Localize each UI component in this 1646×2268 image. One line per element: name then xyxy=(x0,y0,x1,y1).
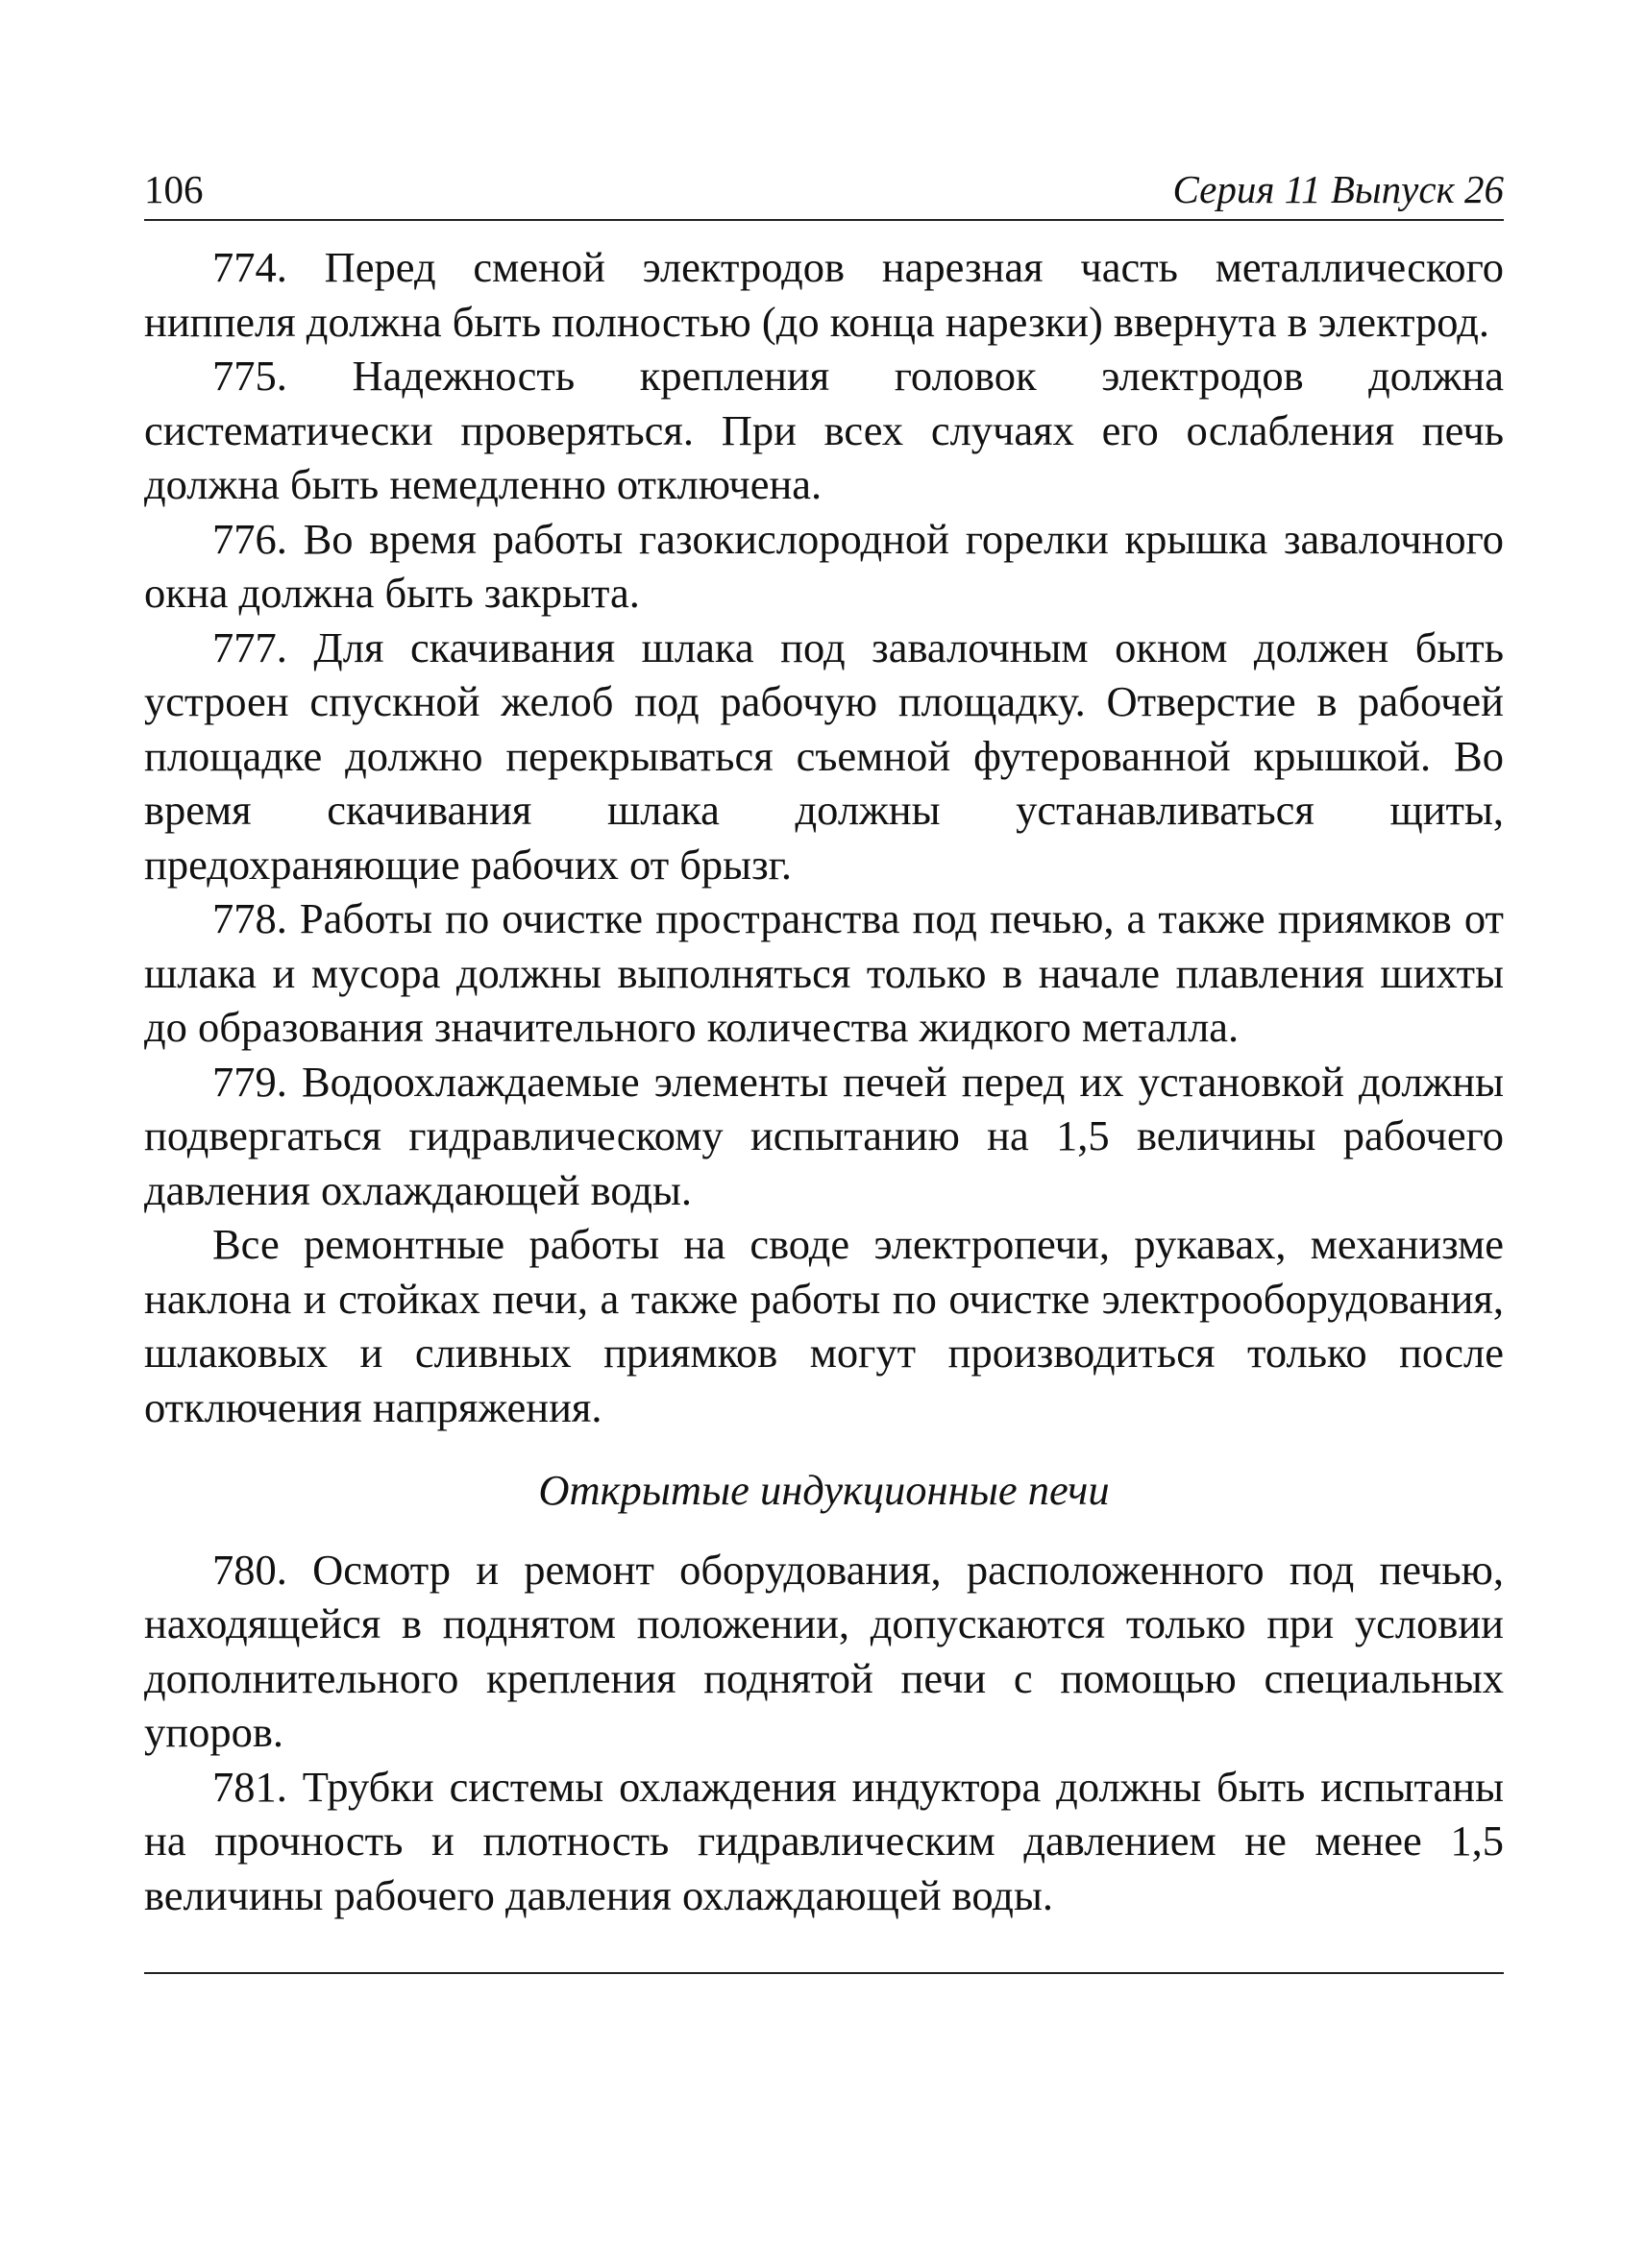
series-title: Серия 11 Выпуск 26 xyxy=(1172,167,1504,211)
document-page xyxy=(144,163,1504,1974)
bottom-rule xyxy=(144,1972,1504,1974)
paragraph-781: 781. Трубки системы охлаждения индуктора должны быть испытаны на прочность и плотность гидравлическим давлением не менее 1,5 величины рабочего давления охлаждающей воды. xyxy=(144,1762,1504,1919)
page-content xyxy=(144,240,1504,1922)
paragraph-775: 775. Надежность крепления головок электродов должна систематически проверяться. При всех случаях его ослабления печь должна быть немедленно отключена. xyxy=(144,352,1504,508)
page-number: 106 xyxy=(144,167,204,211)
page-header xyxy=(144,163,1504,221)
paragraph-repair-works: Все ремонтные работы на своде электропечи, рукавах, механизме наклона и стойках печи, а также работы по очистке электрооборудования, шлаковых и сливных приямков могут производиться только после отключения напряжения. xyxy=(144,1220,1504,1431)
section-title: Открытые индукционные печи xyxy=(538,1466,1110,1514)
paragraph-778: 778. Работы по очистке пространства под печью, а также приямков от шлака и мусора должны выполняться только в начале плавления шихты до образования значительного количества жидкого металла. xyxy=(144,894,1504,1051)
paragraph-774: 774. Перед сменой электродов нарезная часть металлического ниппеля должна быть полностью (до конца нарезки) ввернута в электрод. xyxy=(144,243,1504,346)
paragraph-777: 777. Для скачивания шлака под завалочным окном должен быть устроен спускной желоб под рабочую площадку. Отверстие в рабочей площадке должно перекрываться съемной футерованной крышкой. Во время скачивания шлака должны устанавливаться щиты, предохраняющие рабочих от брызг. xyxy=(144,622,1504,889)
paragraph-780: 780. Осмотр и ремонт оборудования, расположенного под печью, находящейся в поднятом положении, допускаются только при условии дополнительного крепления поднятой печи с помощью специальных упоров. xyxy=(144,1545,1504,1756)
paragraph-776: 776. Во время работы газокислородной горелки крышка завалочного окна должна быть закрыта. xyxy=(144,514,1504,617)
paragraph-779: 779. Водоохлаждаемые элементы печей перед их установкой должны подвергаться гидравлическому испытанию на 1,5 величины рабочего давления охлаждающей воды. xyxy=(144,1057,1504,1214)
